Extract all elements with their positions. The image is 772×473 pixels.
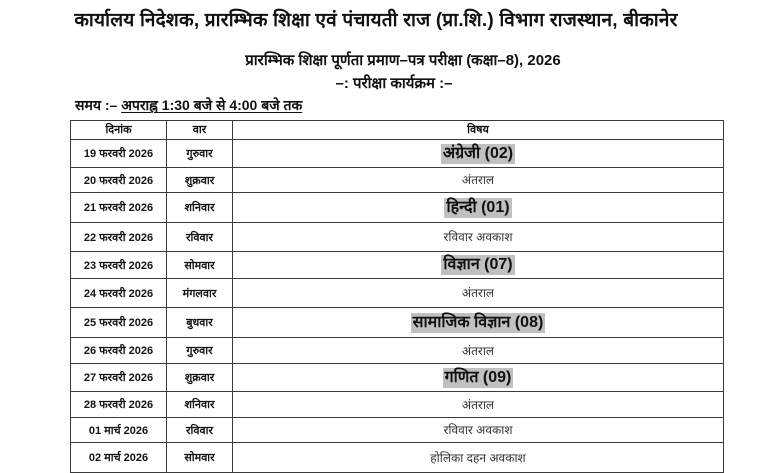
subject-text: हिन्दी (01)	[446, 198, 510, 216]
date-cell: 19 फरवरी 2026	[71, 140, 167, 168]
subject-cell	[233, 308, 724, 338]
subject-text: होलिका दहन अवकाश	[430, 450, 526, 465]
table-row	[71, 279, 724, 308]
day-cell: रविवार	[167, 418, 233, 443]
time-value: अपराह्न 1:30 बजे से 4:00 बजे तक	[121, 97, 303, 113]
subject-text: अंतराल	[461, 343, 495, 358]
table-row	[71, 308, 724, 338]
date-cell: 21 फरवरी 2026	[71, 193, 167, 223]
subject-cell	[233, 443, 724, 473]
time-label: समय :–	[75, 97, 122, 113]
subject-cell	[233, 252, 724, 279]
table-row	[71, 418, 724, 443]
date-cell: 27 फरवरी 2026	[71, 364, 167, 392]
subject-text: अंग्रेजी (02)	[442, 144, 514, 162]
day-cell: बुधवार	[167, 308, 233, 338]
subject-cell	[233, 279, 724, 308]
subject-cell	[233, 338, 724, 364]
subject-cell	[233, 140, 724, 168]
subject-cell	[233, 168, 724, 193]
office-title: कार्यालय निदेशक, प्रारम्भिक शिक्षा एवं पंचायती राज (प्रा.शि.) विभाग राजस्थान, बीकानेर	[74, 10, 678, 31]
day-cell: शनिवार	[167, 392, 233, 418]
subject-cell	[233, 392, 724, 418]
exam-title: प्रारम्भिक शिक्षा पूर्णता प्रमाण–पत्र परीक्षा (कक्षा–8), 2026	[245, 52, 561, 69]
subject-text: रविवार अवकाश	[443, 230, 513, 244]
day-cell: शुक्रवार	[167, 168, 233, 193]
subject-text: अंतराल	[461, 397, 495, 412]
table-row	[71, 193, 724, 223]
column-header-subject: विषय	[233, 121, 724, 140]
date-cell: 01 मार्च 2026	[71, 418, 167, 443]
table-row	[71, 223, 724, 252]
date-cell: 22 फरवरी 2026	[71, 223, 167, 252]
day-cell: गुरुवार	[167, 338, 233, 364]
date-cell: 20 फरवरी 2026	[71, 168, 167, 193]
table-row	[71, 364, 724, 392]
subject-cell	[233, 223, 724, 252]
subject-cell	[233, 418, 724, 443]
schedule-heading: –: परीक्षा कार्यक्रम :–	[335, 75, 453, 92]
day-cell: रविवार	[167, 223, 233, 252]
subject-text: अंतराल	[461, 286, 495, 300]
date-cell: 26 फरवरी 2026	[71, 338, 167, 364]
column-header-date: दिनांक	[71, 121, 167, 140]
date-cell: 23 फरवरी 2026	[71, 252, 167, 279]
table-row	[71, 252, 724, 279]
date-cell: 25 फरवरी 2026	[71, 308, 167, 338]
subject-text: रविवार अवकाश	[443, 423, 513, 437]
day-cell: शनिवार	[167, 193, 233, 223]
subject-text: गणित (09)	[444, 368, 512, 386]
day-cell: शुक्रवार	[167, 364, 233, 392]
day-cell: सोमवार	[167, 252, 233, 279]
table-row	[71, 338, 724, 364]
exam-schedule-table	[70, 120, 724, 473]
subject-text: अंतराल	[461, 173, 495, 187]
date-cell: 28 फरवरी 2026	[71, 392, 167, 418]
exam-time	[75, 96, 302, 115]
day-cell: मंगलवार	[167, 279, 233, 308]
subject-text: विज्ञान (07)	[443, 256, 513, 273]
date-cell: 24 फरवरी 2026	[71, 279, 167, 308]
subject-cell	[233, 193, 724, 223]
subject-text: सामाजिक विज्ञान (08)	[412, 313, 544, 331]
table-row	[71, 443, 724, 473]
subject-cell	[233, 364, 724, 392]
table-row	[71, 168, 724, 193]
table-row	[71, 392, 724, 418]
day-cell: गुरुवार	[167, 140, 233, 168]
day-cell: सोमवार	[167, 443, 233, 473]
date-cell: 02 मार्च 2026	[71, 443, 167, 473]
table-row	[71, 140, 724, 168]
column-header-day: वार	[167, 121, 233, 140]
table-header-row	[71, 121, 724, 140]
